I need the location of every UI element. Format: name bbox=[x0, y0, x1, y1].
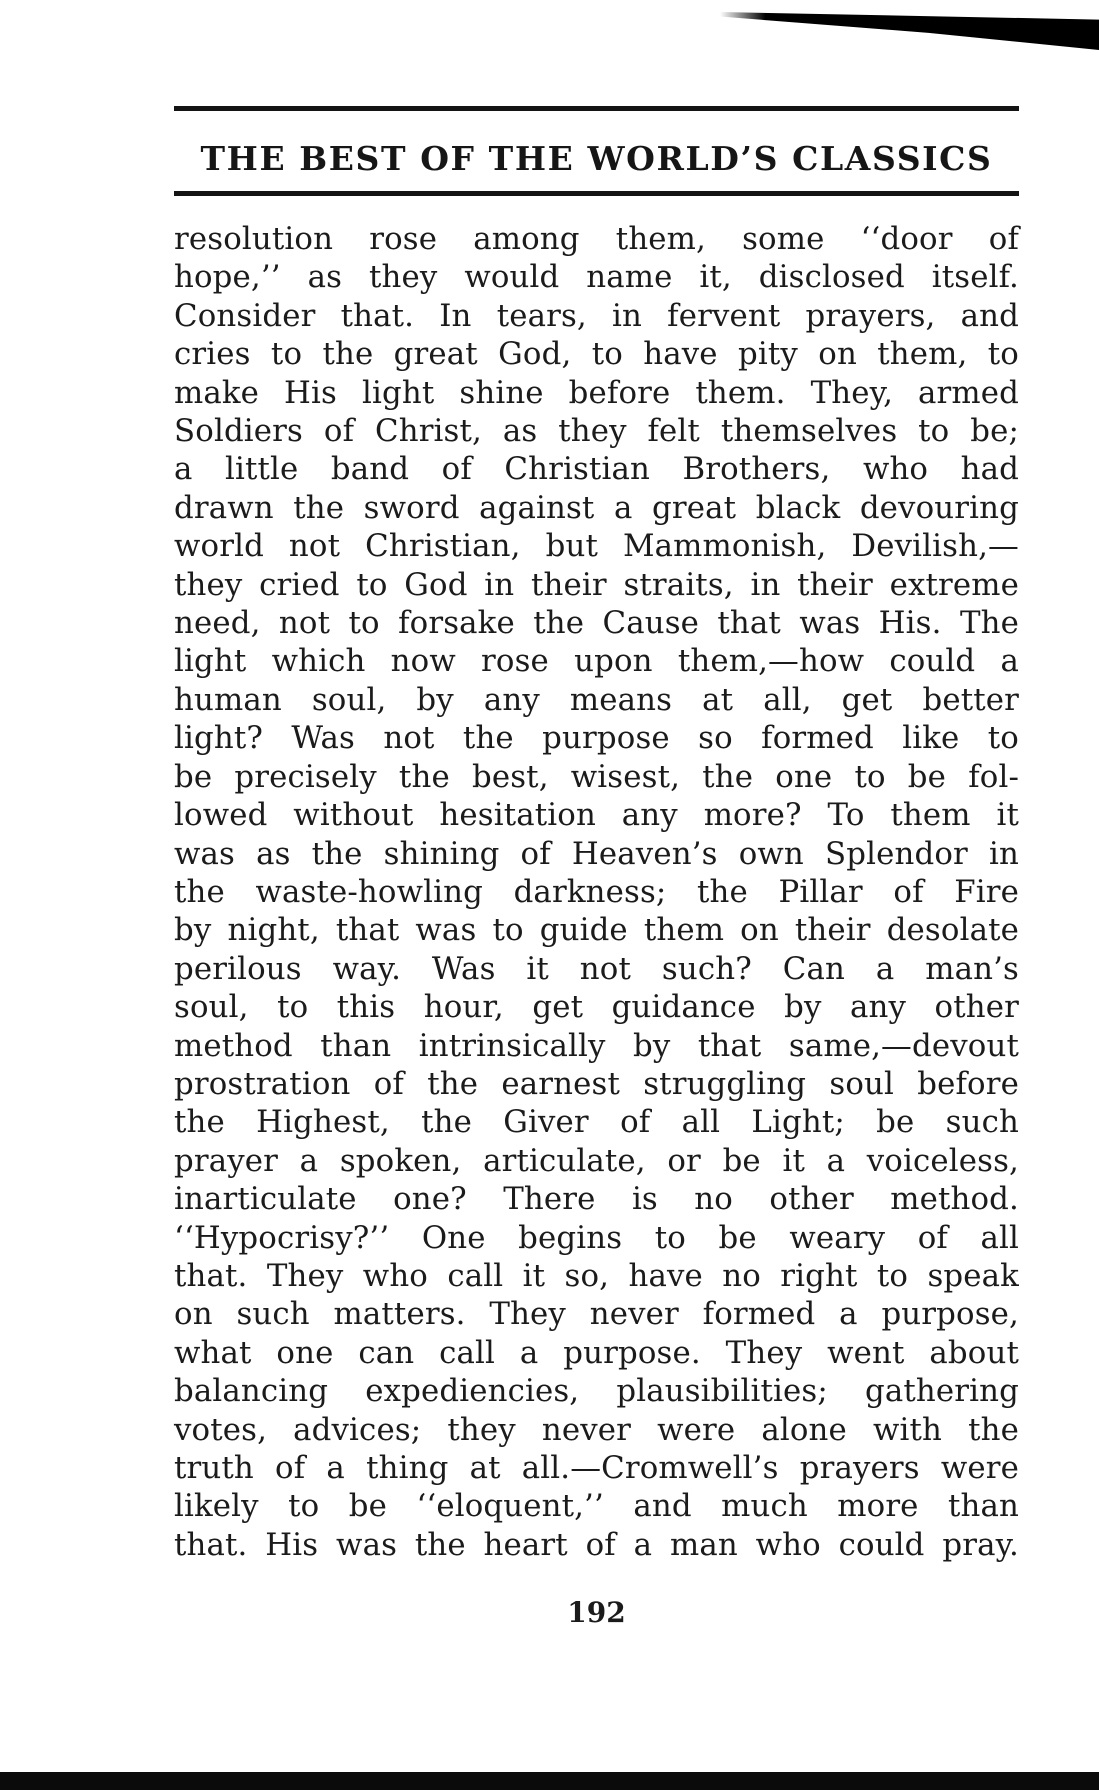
text-line: world not Christian, but Mammonish, Devilish,— bbox=[174, 528, 1019, 565]
text-line: soul, to this hour, get guidance by any other bbox=[174, 989, 1019, 1026]
text-line: perilous way. Was it not such? Can a man’s bbox=[174, 950, 1019, 987]
page-number: 192 bbox=[567, 1596, 626, 1629]
text-line: that. His was the heart of a man who could pray. bbox=[174, 1526, 1019, 1563]
header-rule-top bbox=[174, 106, 1019, 111]
text-line: that. They who call it so, have no right to speak bbox=[174, 1257, 1019, 1294]
text-line: resolution rose among them, some ‘‘door of bbox=[174, 221, 1019, 257]
text-line: prayer a spoken, articulate, or be it a voiceless, bbox=[174, 1142, 1019, 1179]
text-line: what one can call a purpose. They went about bbox=[174, 1334, 1019, 1371]
text-line: they cried to God in their straits, in their extreme bbox=[174, 566, 1019, 603]
text-line: lowed without hesitation any more? To them it bbox=[174, 797, 1019, 834]
text-line: make His light shine before them. They, armed bbox=[174, 374, 1019, 411]
text-line: the waste-howling darkness; the Pillar of Fire bbox=[174, 873, 1019, 910]
header-rule-bottom bbox=[174, 191, 1019, 196]
text-line: be precisely the best, wisest, the one to be fol- bbox=[174, 758, 1019, 795]
text-line: Consider that. In tears, in fervent prayers, and bbox=[174, 297, 1019, 334]
text-line: method than intrinsically by that same,—devout bbox=[174, 1027, 1019, 1064]
text-line: likely to be ‘‘eloquent,’’ and much more than bbox=[174, 1488, 1019, 1525]
text-line: hope,’’ as they would name it, disclosed itself. bbox=[174, 259, 1019, 296]
text-line: balancing expediencies, plausibilities; gathering bbox=[174, 1373, 1019, 1410]
text-line: prostration of the earnest struggling soul before bbox=[174, 1065, 1019, 1102]
running-head: THE BEST OF THE WORLD’S CLASSICS bbox=[200, 139, 993, 178]
text-line: was as the shining of Heaven’s own Splendor in bbox=[174, 835, 1019, 872]
text-line: the Highest, the Giver of all Light; be such bbox=[174, 1104, 1019, 1141]
text-line: by night, that was to guide them on their desolate bbox=[174, 912, 1019, 949]
text-line: cries to the great God, to have pity on them, to bbox=[174, 336, 1019, 373]
text-line: light? Was not the purpose so formed like to bbox=[174, 720, 1019, 757]
text-line: human soul, by any means at all, get better bbox=[174, 681, 1019, 718]
text-line: inarticulate one? There is no other method. bbox=[174, 1181, 1019, 1218]
text-line: a little band of Christian Brothers, who had bbox=[174, 451, 1019, 488]
text-line: votes, advices; they never were alone with the bbox=[174, 1411, 1019, 1448]
scan-edge-shadow-bottom bbox=[0, 1772, 1099, 1790]
text-line: ‘‘Hypocrisy?’’ One begins to be weary of all bbox=[174, 1219, 1019, 1256]
book-page bbox=[174, 106, 1019, 1564]
text-line: drawn the sword against a great black devouring bbox=[174, 489, 1019, 526]
scan-edge-shadow-top bbox=[720, 12, 1099, 50]
text-line: truth of a thing at all.—Cromwell’s prayers were bbox=[174, 1450, 1019, 1486]
text-line: Soldiers of Christ, as they felt themselves to be; bbox=[174, 413, 1019, 450]
body-text bbox=[174, 220, 1019, 1564]
text-line: on such matters. They never formed a purpose, bbox=[174, 1296, 1019, 1333]
text-line: need, not to forsake the Cause that was His. The bbox=[174, 605, 1019, 642]
text-line: light which now rose upon them,—how could a bbox=[174, 643, 1019, 680]
